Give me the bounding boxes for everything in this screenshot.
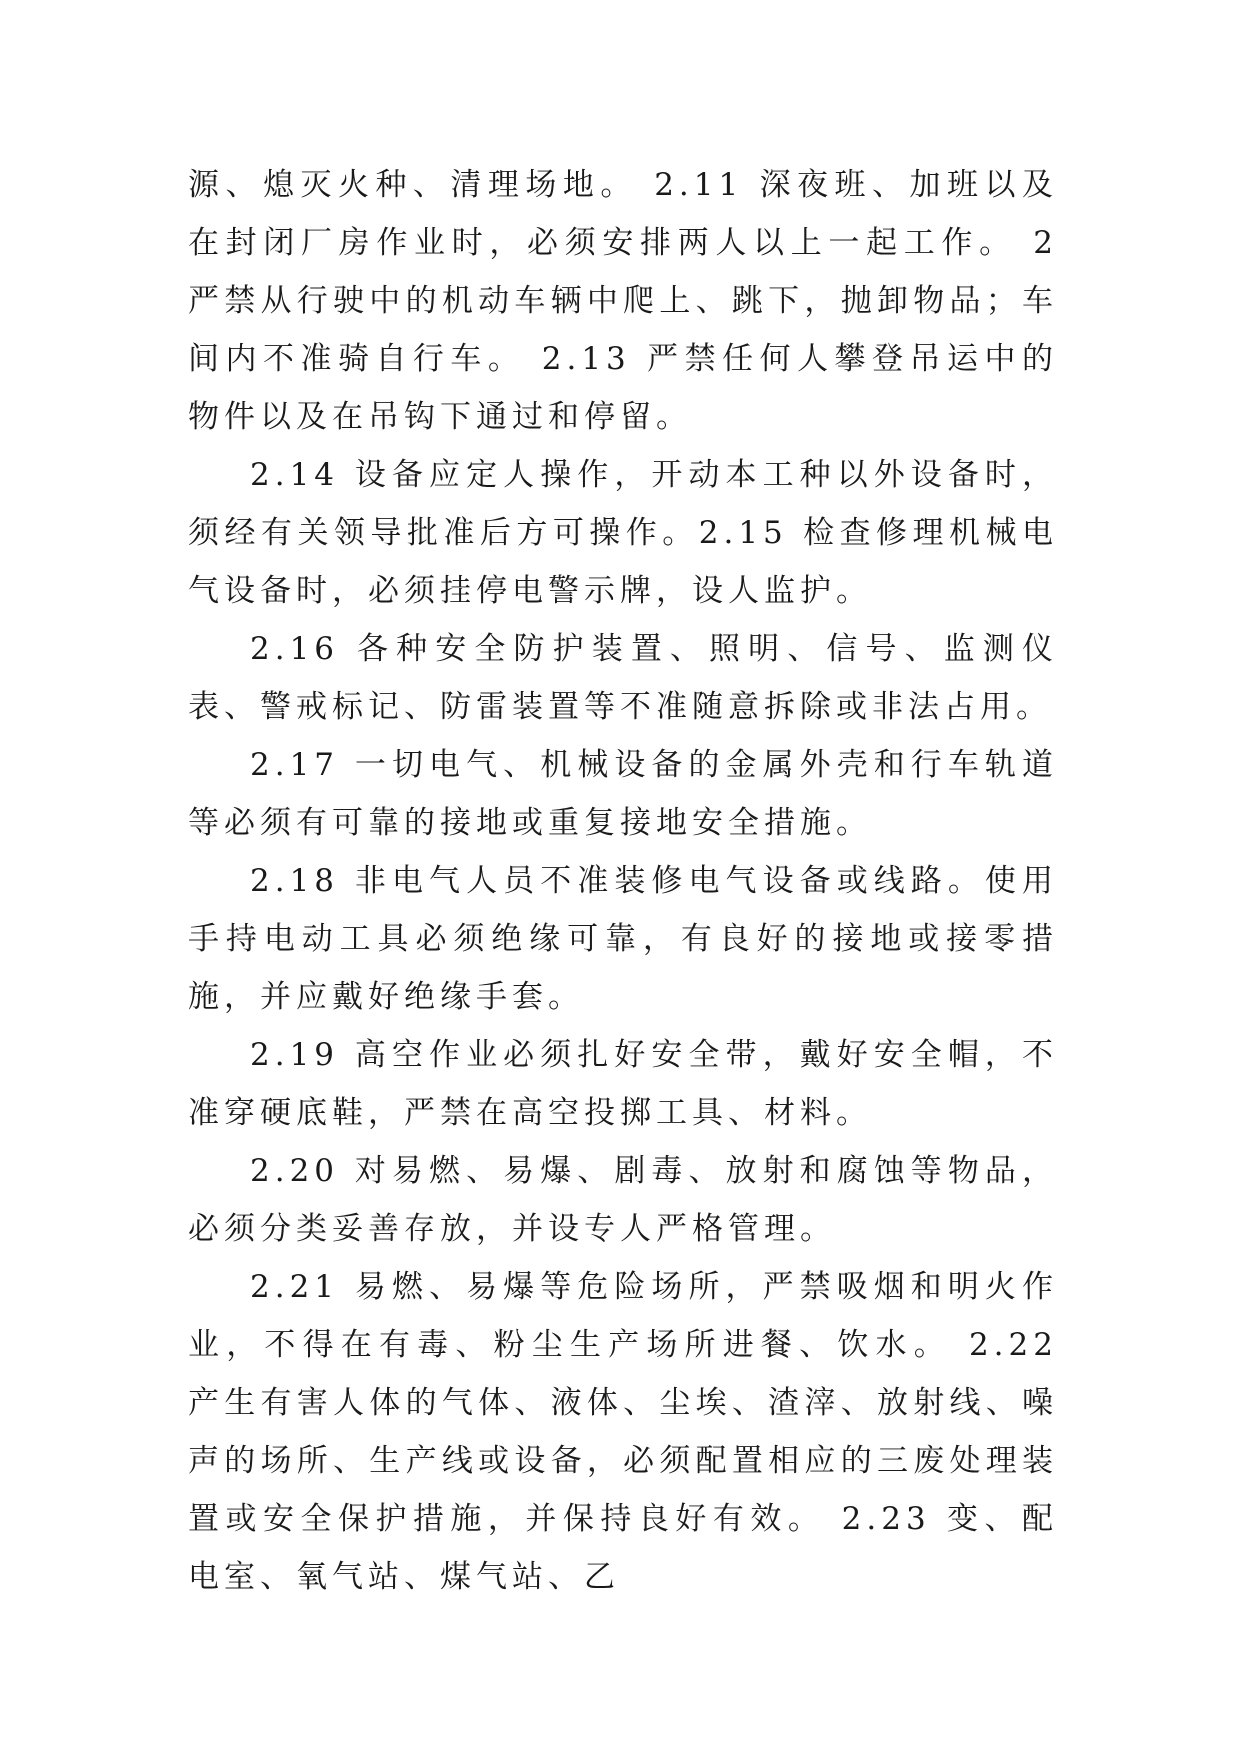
paragraph-2-16: 2.16 各种安全防护装置、照明、信号、监测仪表、警戒标记、防雷装置等不准随意拆除或非法占用。	[188, 631, 1058, 725]
paragraph-2-14: 2.14 设备应定人操作，开动本工种以外设备时，须经有关领导批准后方可操作。2.15 检查修理机械电气设备时，必须挂停电警示牌，设人监护。	[188, 457, 1058, 609]
paragraph-continued: 源、熄灭火种、清理场地。 2.11 深夜班、加班以及在封闭厂房作业时，必须安排两人以上一起工作。 2 严禁从行驶中的机动车辆中爬上、跳下，抛卸物品；车间内不准骑自行车。 2.13 严禁任何人攀登吊运中的物件以及在吊钩下通过和停留。	[188, 167, 1058, 435]
paragraph-2-18: 2.18 非电气人员不准装修电气设备或线路。使用手持电动工具必须绝缘可靠，有良好的接地或接零措施，并应戴好绝缘手套。	[188, 863, 1058, 1015]
paragraph-2-17: 2.17 一切电气、机械设备的金属外壳和行车轨道等必须有可靠的接地或重复接地安全措施。	[188, 747, 1058, 841]
document-body	[188, 156, 1058, 1606]
paragraph-2-20: 2.20 对易燃、易爆、剧毒、放射和腐蚀等物品，必须分类妥善存放，并设专人严格管理。	[188, 1153, 1058, 1247]
paragraph-2-21: 2.21 易燃、易爆等危险场所，严禁吸烟和明火作业，不得在有毒、粉尘生产场所进餐、饮水。 2.22 产生有害人体的气体、液体、尘埃、渣滓、放射线、噪声的场所、生产线或设备，必须配置相应的三废处理装置或安全保护措施，并保持良好有效。 2.23 变、配电室、氧气站、煤气站、乙	[188, 1269, 1058, 1595]
paragraph-2-19: 2.19 高空作业必须扎好安全带，戴好安全帽，不准穿硬底鞋，严禁在高空投掷工具、材料。	[188, 1037, 1058, 1131]
